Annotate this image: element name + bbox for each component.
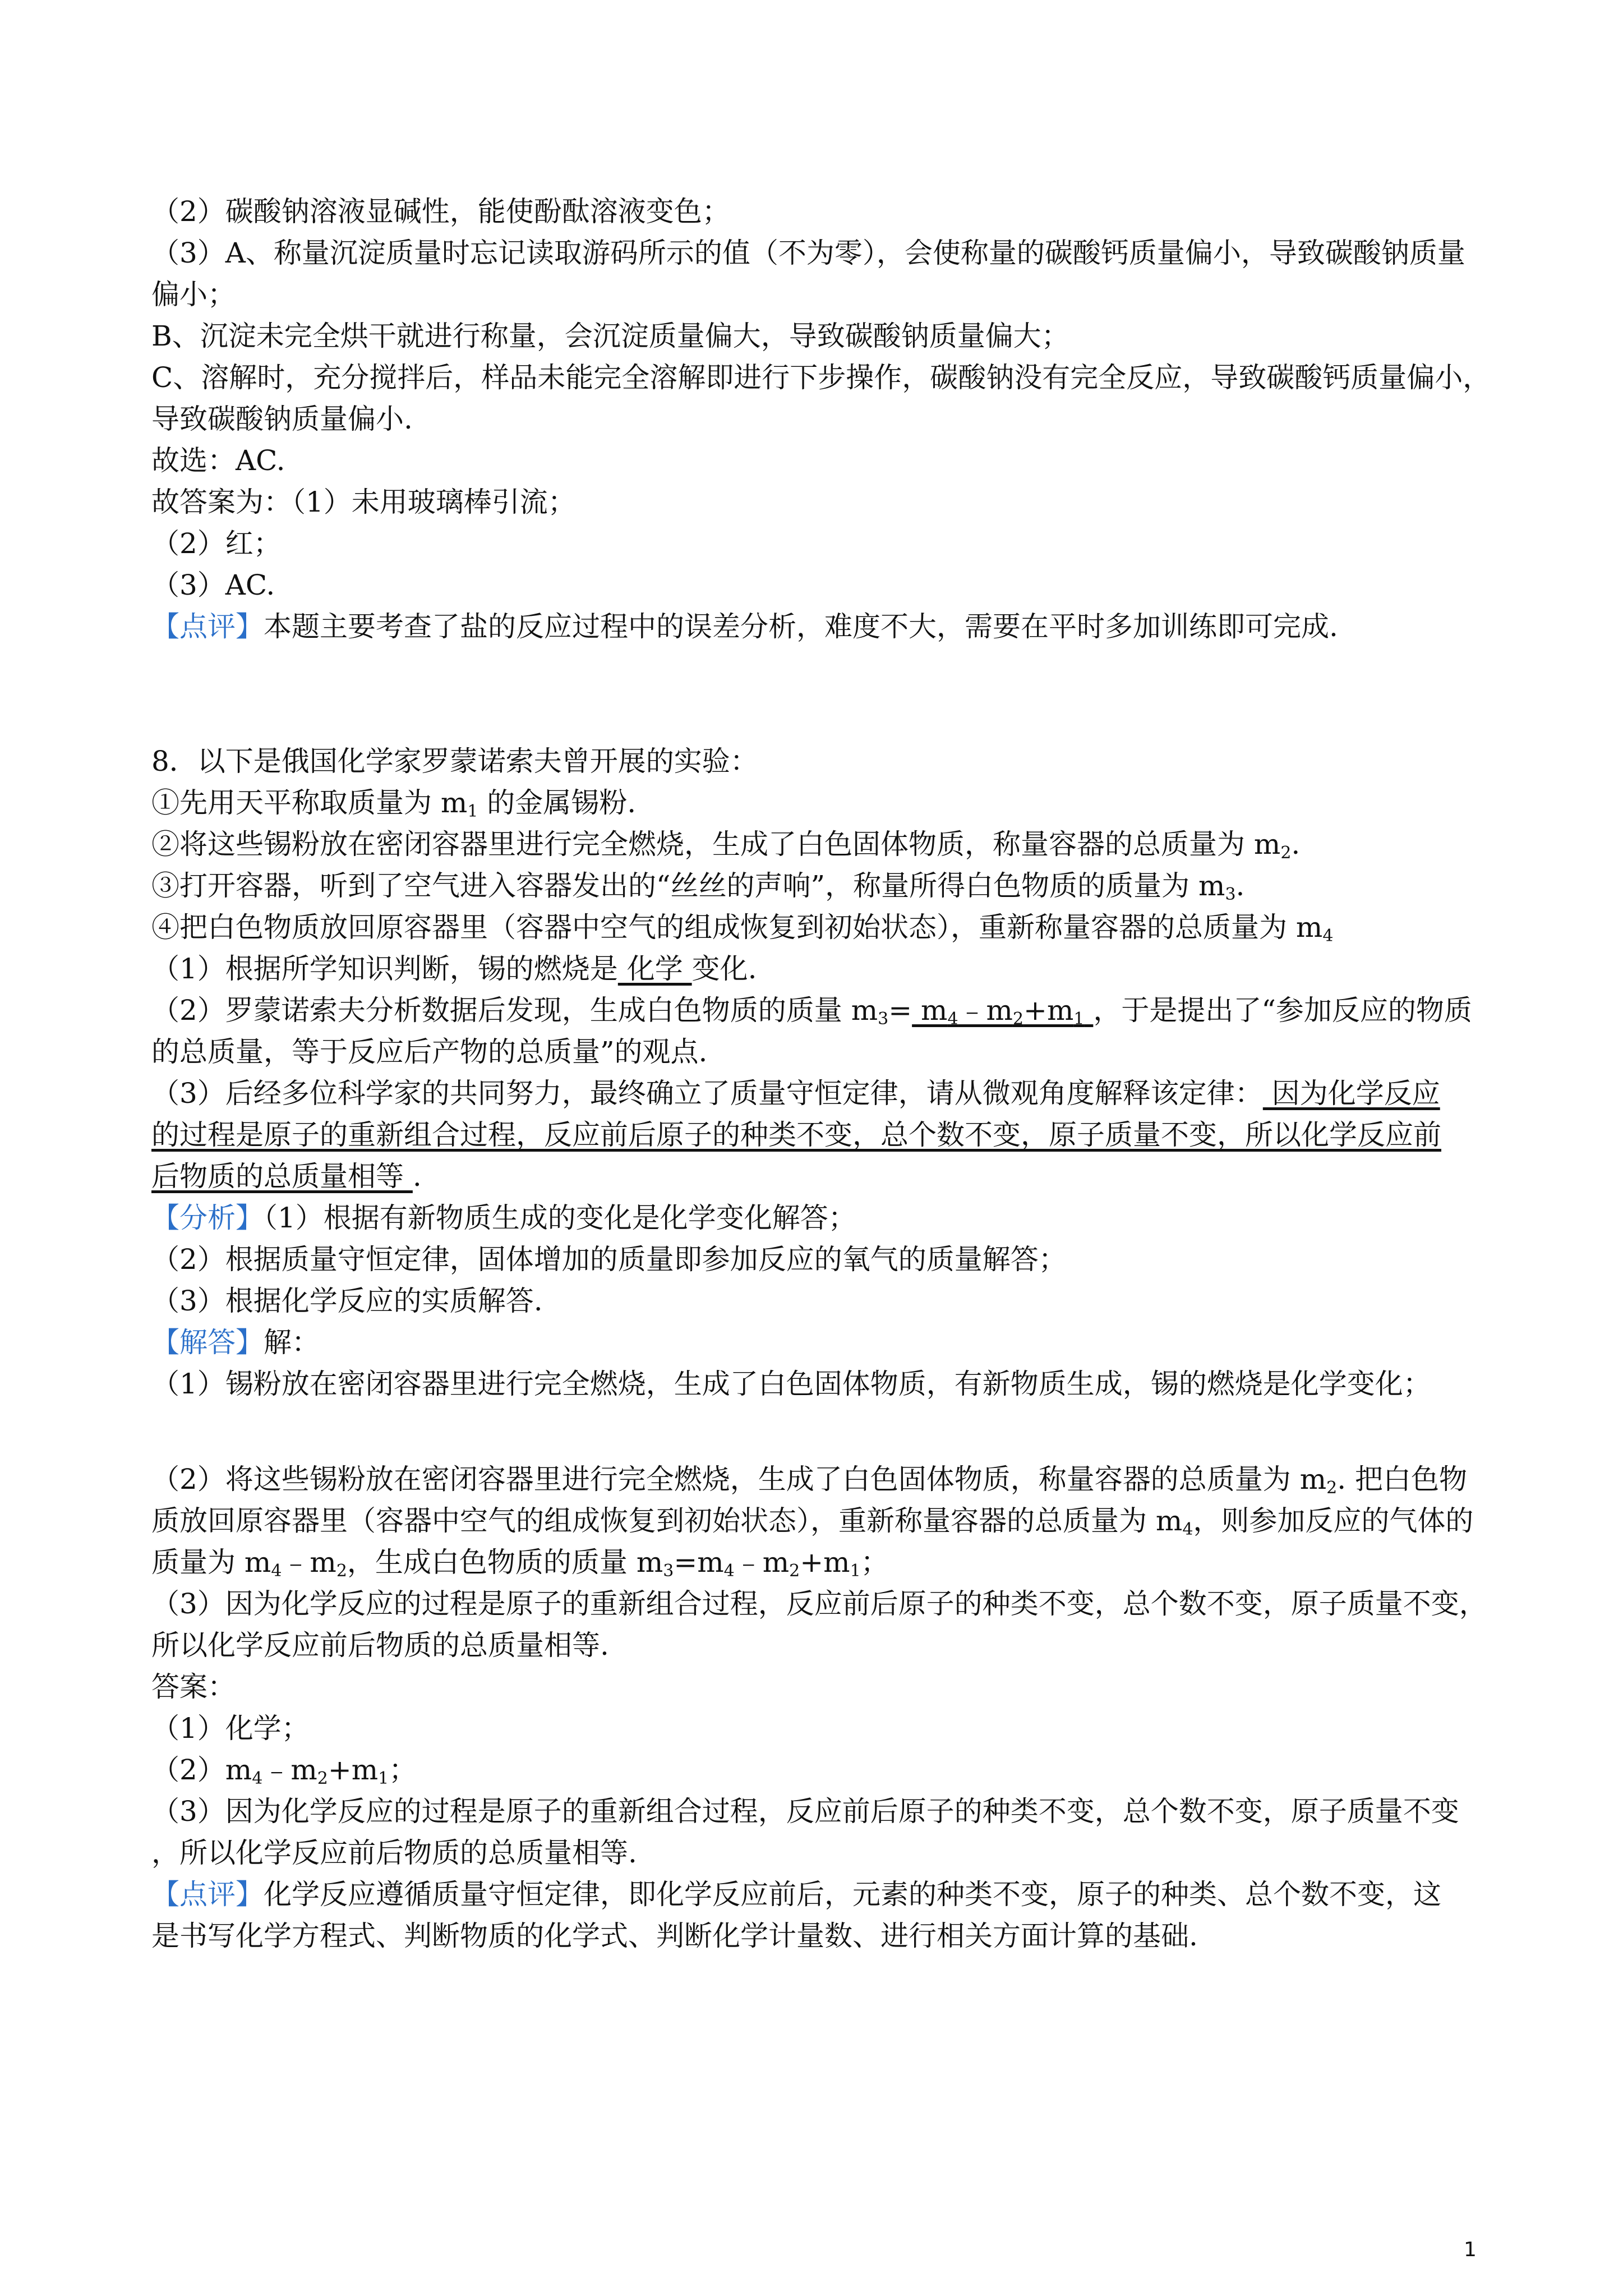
page-number: 1 bbox=[1464, 2238, 1477, 2261]
solution-tag: 【解答】 bbox=[151, 1326, 264, 1359]
subscript: 1 bbox=[467, 802, 478, 821]
subscript: 1 bbox=[850, 1561, 861, 1581]
text: ②将这些锡粉放在密闭容器里进行完全燃烧，生成了白色固体物质，称量容器的总质量为 m bbox=[151, 828, 1281, 861]
text: （1）根据所学知识判断，锡的燃烧是 bbox=[151, 953, 618, 985]
answer-2 bbox=[151, 1749, 1486, 1791]
text: 的金属锡粉. bbox=[478, 786, 637, 819]
text: ③打开容器，听到了空气进入容器发出的“丝丝的声响”，称量所得白色物质的质量为 m bbox=[151, 869, 1225, 902]
text: （3）后经多位科学家的共同努力，最终确立了质量守恒定律，请从微观角度解释该定律： bbox=[151, 1077, 1263, 1110]
analysis-3: （3）根据化学反应的实质解答. bbox=[151, 1285, 543, 1317]
q8-review bbox=[151, 1874, 1486, 1915]
text: ④把白色物质放回原容器里（容器中空气的组成恢复到初始状态），重新称量容器的总质量为 m bbox=[151, 911, 1323, 944]
review-tag: 【点评】 bbox=[151, 1878, 264, 1911]
solution-2-line-2 bbox=[151, 1500, 1486, 1542]
q8-step-1 bbox=[151, 782, 1486, 823]
subscript: 3 bbox=[878, 1009, 889, 1029]
subscript: 1 bbox=[1073, 1009, 1085, 1029]
text: ﹣m bbox=[734, 1546, 790, 1579]
q8-part-2 bbox=[151, 990, 1486, 1031]
subscript: 4 bbox=[1182, 1520, 1193, 1539]
q7-line-1: （2）碳酸钠溶液显碱性，能使酚酞溶液变色； bbox=[151, 195, 730, 228]
text: ﹣m bbox=[262, 1754, 317, 1786]
text: . bbox=[1235, 869, 1245, 902]
text: =m bbox=[674, 1546, 724, 1579]
q7-line-4: B、沉淀未完全烘干就进行称量，会沉淀质量偏大，导致碳酸钠质量偏大； bbox=[151, 320, 1069, 352]
text: ，则参加反应的气体的 bbox=[1193, 1504, 1474, 1537]
q7-line-5: C、溶解时，充分搅拌后，样品未能完全溶解即进行下步操作，碳酸钠没有完全反应，导致碳酸钙质量偏小， bbox=[151, 361, 1491, 394]
text: ﹣m bbox=[282, 1546, 336, 1579]
q7-line-9: （2）红； bbox=[151, 527, 282, 560]
analysis-2: （2）根据质量守恒定律，固体增加的质量即参加反应的氧气的质量解答； bbox=[151, 1243, 1067, 1276]
answer-blank bbox=[912, 994, 1093, 1027]
solution-2-line-3 bbox=[151, 1542, 1486, 1583]
q8-part-3-answer-line-2: 的过程是原子的重新组合过程，反应前后原子的种类不变，总个数不变，原子质量不变，所以化学反应前 bbox=[151, 1119, 1441, 1151]
subscript: 2 bbox=[1012, 1009, 1024, 1029]
text: ； bbox=[860, 1546, 889, 1579]
text: ，生成白色物质的质量 m bbox=[347, 1546, 663, 1579]
subscript: 3 bbox=[663, 1561, 674, 1581]
text: . bbox=[412, 1160, 422, 1193]
answer-3-line-2: ，所以化学反应前后物质的总质量相等. bbox=[151, 1837, 637, 1869]
text: 变化. bbox=[691, 953, 757, 985]
answer-1: （1）化学； bbox=[151, 1712, 310, 1745]
text bbox=[1084, 994, 1093, 1027]
text: （2）m bbox=[151, 1754, 252, 1786]
text: +m bbox=[1023, 994, 1074, 1027]
subscript: 4 bbox=[723, 1561, 735, 1581]
text: （1）根据有新物质生成的变化是化学变化解答； bbox=[264, 1202, 856, 1234]
subscript: 4 bbox=[1322, 926, 1334, 946]
q8-part-3-answer-line-3 bbox=[151, 1156, 1486, 1197]
answer-blank: 因为化学反应 bbox=[1262, 1077, 1440, 1110]
text: 质量为 m bbox=[151, 1546, 271, 1579]
q7-line-2: （3）A、称量沉淀质量时忘记读取游码所示的值（不为零），会使称量的碳酸钙质量偏小，导致碳酸钠质量 bbox=[151, 237, 1465, 269]
text: m bbox=[912, 994, 948, 1027]
text: ﹣m bbox=[958, 994, 1013, 1027]
text: 质放回原容器里（容器中空气的组成恢复到初始状态），重新称量容器的总质量为 m bbox=[151, 1504, 1183, 1537]
q8-step-2 bbox=[151, 823, 1486, 865]
q8-intro: 8．以下是俄国化学家罗蒙诺索夫曾开展的实验： bbox=[151, 745, 758, 777]
q7-line-10: （3）AC. bbox=[151, 569, 275, 601]
q7-line-7: 故选：AC. bbox=[151, 444, 285, 477]
solution-head bbox=[151, 1322, 1486, 1363]
q7-line-8: 故答案为：（1）未用玻璃棒引流； bbox=[151, 486, 576, 518]
text: ，于是提出了“参加反应的物质 bbox=[1093, 994, 1472, 1027]
text: （2）将这些锡粉放在密闭容器里进行完全燃烧，生成了白色固体物质，称量容器的总质量为 m bbox=[151, 1463, 1327, 1496]
subscript: 4 bbox=[947, 1009, 958, 1029]
q7-line-6: 导致碳酸钠质量偏小. bbox=[151, 403, 413, 435]
q8-part-3 bbox=[151, 1073, 1486, 1114]
answer-3: （3）因为化学反应的过程是原子的重新组合过程，反应前后原子的种类不变，总个数不变，原子质量不变 bbox=[151, 1795, 1459, 1828]
solution-1: （1）锡粉放在密闭容器里进行完全燃烧，生成了白色固体物质，有新物质生成，锡的燃烧是化学变化； bbox=[151, 1368, 1431, 1400]
answer-blank: 后物质的总质量相等 bbox=[151, 1160, 413, 1193]
analysis-tag: 【分析】 bbox=[151, 1202, 264, 1234]
text: = bbox=[888, 994, 912, 1027]
subscript: 1 bbox=[378, 1769, 389, 1788]
text: +m bbox=[328, 1754, 379, 1786]
subscript: 4 bbox=[271, 1561, 282, 1581]
subscript: 3 bbox=[1225, 885, 1236, 904]
subscript: 4 bbox=[252, 1769, 263, 1788]
text: . 把白色物 bbox=[1337, 1463, 1468, 1496]
q8-step-4 bbox=[151, 907, 1486, 948]
subscript: 2 bbox=[336, 1561, 347, 1581]
text: 化学反应遵循质量守恒定律，即化学反应前后，元素的种类不变，原子的种类、总个数不变，这 bbox=[264, 1878, 1441, 1911]
text: ； bbox=[389, 1754, 417, 1786]
q8-part-2-line-2: 的总质量，等于反应后产物的总质量”的观点. bbox=[151, 1036, 708, 1068]
review-text: 本题主要考查了盐的反应过程中的误差分析，难度不大，需要在平时多加训练即可完成. bbox=[264, 610, 1338, 643]
subscript: 2 bbox=[1326, 1478, 1338, 1498]
solution-3: （3）因为化学反应的过程是原子的重新组合过程，反应前后原子的种类不变，总个数不变，原子质量不变， bbox=[151, 1588, 1487, 1620]
q8-part-1 bbox=[151, 948, 1486, 990]
text: . bbox=[1291, 828, 1301, 861]
answer-blank: 化学 bbox=[617, 953, 692, 985]
text: （2）罗蒙诺索夫分析数据后发现，生成白色物质的质量 m bbox=[151, 994, 878, 1027]
subscript: 2 bbox=[1280, 843, 1292, 863]
q8-step-3 bbox=[151, 865, 1486, 907]
text: +m bbox=[800, 1546, 850, 1579]
solution-3-line-2: 所以化学反应前后物质的总质量相等. bbox=[151, 1629, 609, 1662]
subscript: 2 bbox=[317, 1769, 328, 1788]
answer-head: 答案： bbox=[151, 1671, 236, 1703]
q8-review-line-2: 是书写化学方程式、判断物质的化学式、判断化学计量数、进行相关方面计算的基础. bbox=[151, 1920, 1198, 1952]
q7-line-3: 偏小； bbox=[151, 278, 236, 311]
review-tag: 【点评】 bbox=[151, 610, 264, 643]
q7-review bbox=[151, 606, 1486, 647]
solution-2 bbox=[151, 1458, 1486, 1500]
analysis-1 bbox=[151, 1197, 1486, 1239]
text: 解： bbox=[264, 1326, 320, 1359]
text: ①先用天平称取质量为 m bbox=[151, 786, 468, 819]
subscript: 2 bbox=[789, 1561, 800, 1581]
